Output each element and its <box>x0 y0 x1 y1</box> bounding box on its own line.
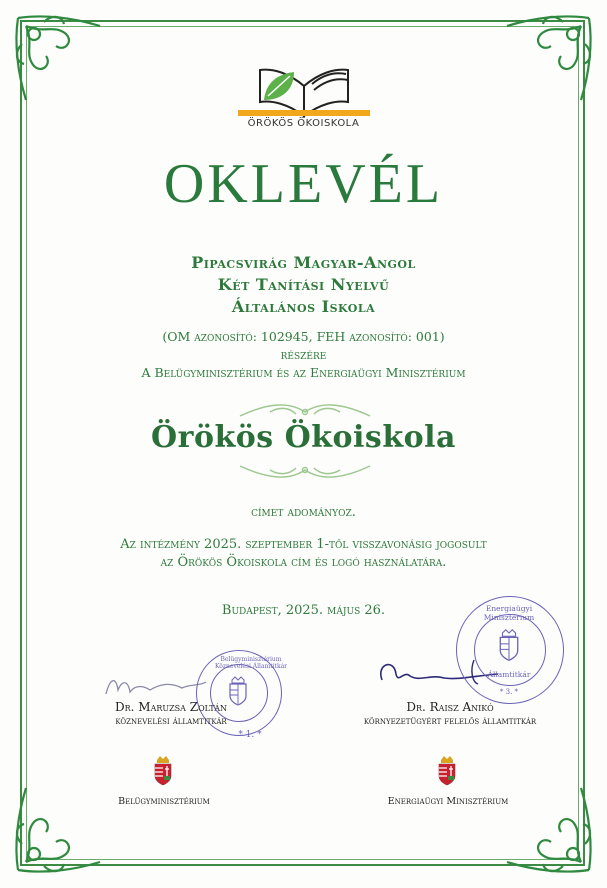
identifier-line: (OM azonosító: 102945, FEH azonosító: 001) <box>162 329 445 344</box>
stamp-right-text-bottom: Államtitkár <box>487 670 531 679</box>
validity-line-1: Az intézmény 2025. szeptember 1-től visszavonásig jogosult <box>120 537 487 552</box>
corner-ornament-icon <box>4 774 114 884</box>
institution-line-3: Általános Iskola <box>231 297 376 316</box>
stamp-left-text: Belügyminisztérium Köznevelési Államtitkár <box>214 656 288 670</box>
logo-caption: ÖRÖKÖS ÖKOISKOLA <box>247 118 360 129</box>
flourish-top-icon <box>230 400 380 422</box>
corner-ornament-icon <box>493 4 603 114</box>
signatory-right-name: Dr. Raisz Anikó <box>406 700 494 714</box>
flourish-bottom-icon <box>230 460 380 482</box>
corner-ornament-icon <box>4 4 114 114</box>
award-title: Örökös Ökoiskola <box>151 420 456 455</box>
signature-left-icon <box>100 668 210 702</box>
stamp-left-number: * 1. * <box>238 730 262 740</box>
institution-line-2: Két Tanítási Nyelvű <box>217 275 390 294</box>
coat-of-arms-stamp-icon <box>497 628 521 662</box>
place-date: Budapest, 2025. május 26. <box>221 603 386 618</box>
award-verb: címet adományoz. <box>251 505 356 520</box>
stamp-right-text-top: Energiaügyi Minisztérium <box>483 604 535 622</box>
logo-underline-bar <box>238 110 370 116</box>
signatory-right-role: környezetügyért felelős államtitkár <box>363 716 537 727</box>
validity-line-2: az Örökös Ökoiskola cím és logó használatára. <box>160 555 447 570</box>
recipient-label: részére <box>280 347 327 362</box>
ministry-right: Energiaügyi Minisztérium <box>387 796 509 807</box>
ministry-left: Belügyminisztérium <box>118 796 210 807</box>
hungarian-coat-of-arms-icon <box>152 754 174 786</box>
grantors-line: A Belügyminisztérium és az Energiaügyi Minisztérium <box>141 365 466 380</box>
signatory-left-name: Dr. Maruzsa Zoltán <box>115 700 227 714</box>
signatory-left-role: köznevelési államtitkár <box>115 716 227 727</box>
institution-line-1: Pipacsvirág Magyar-Angol <box>191 253 416 272</box>
stamp-right-number: * 3. * <box>499 688 519 696</box>
document-title: OKLEVÉL <box>163 153 444 215</box>
hungarian-coat-of-arms-icon <box>436 754 458 786</box>
corner-ornament-icon <box>493 774 603 884</box>
